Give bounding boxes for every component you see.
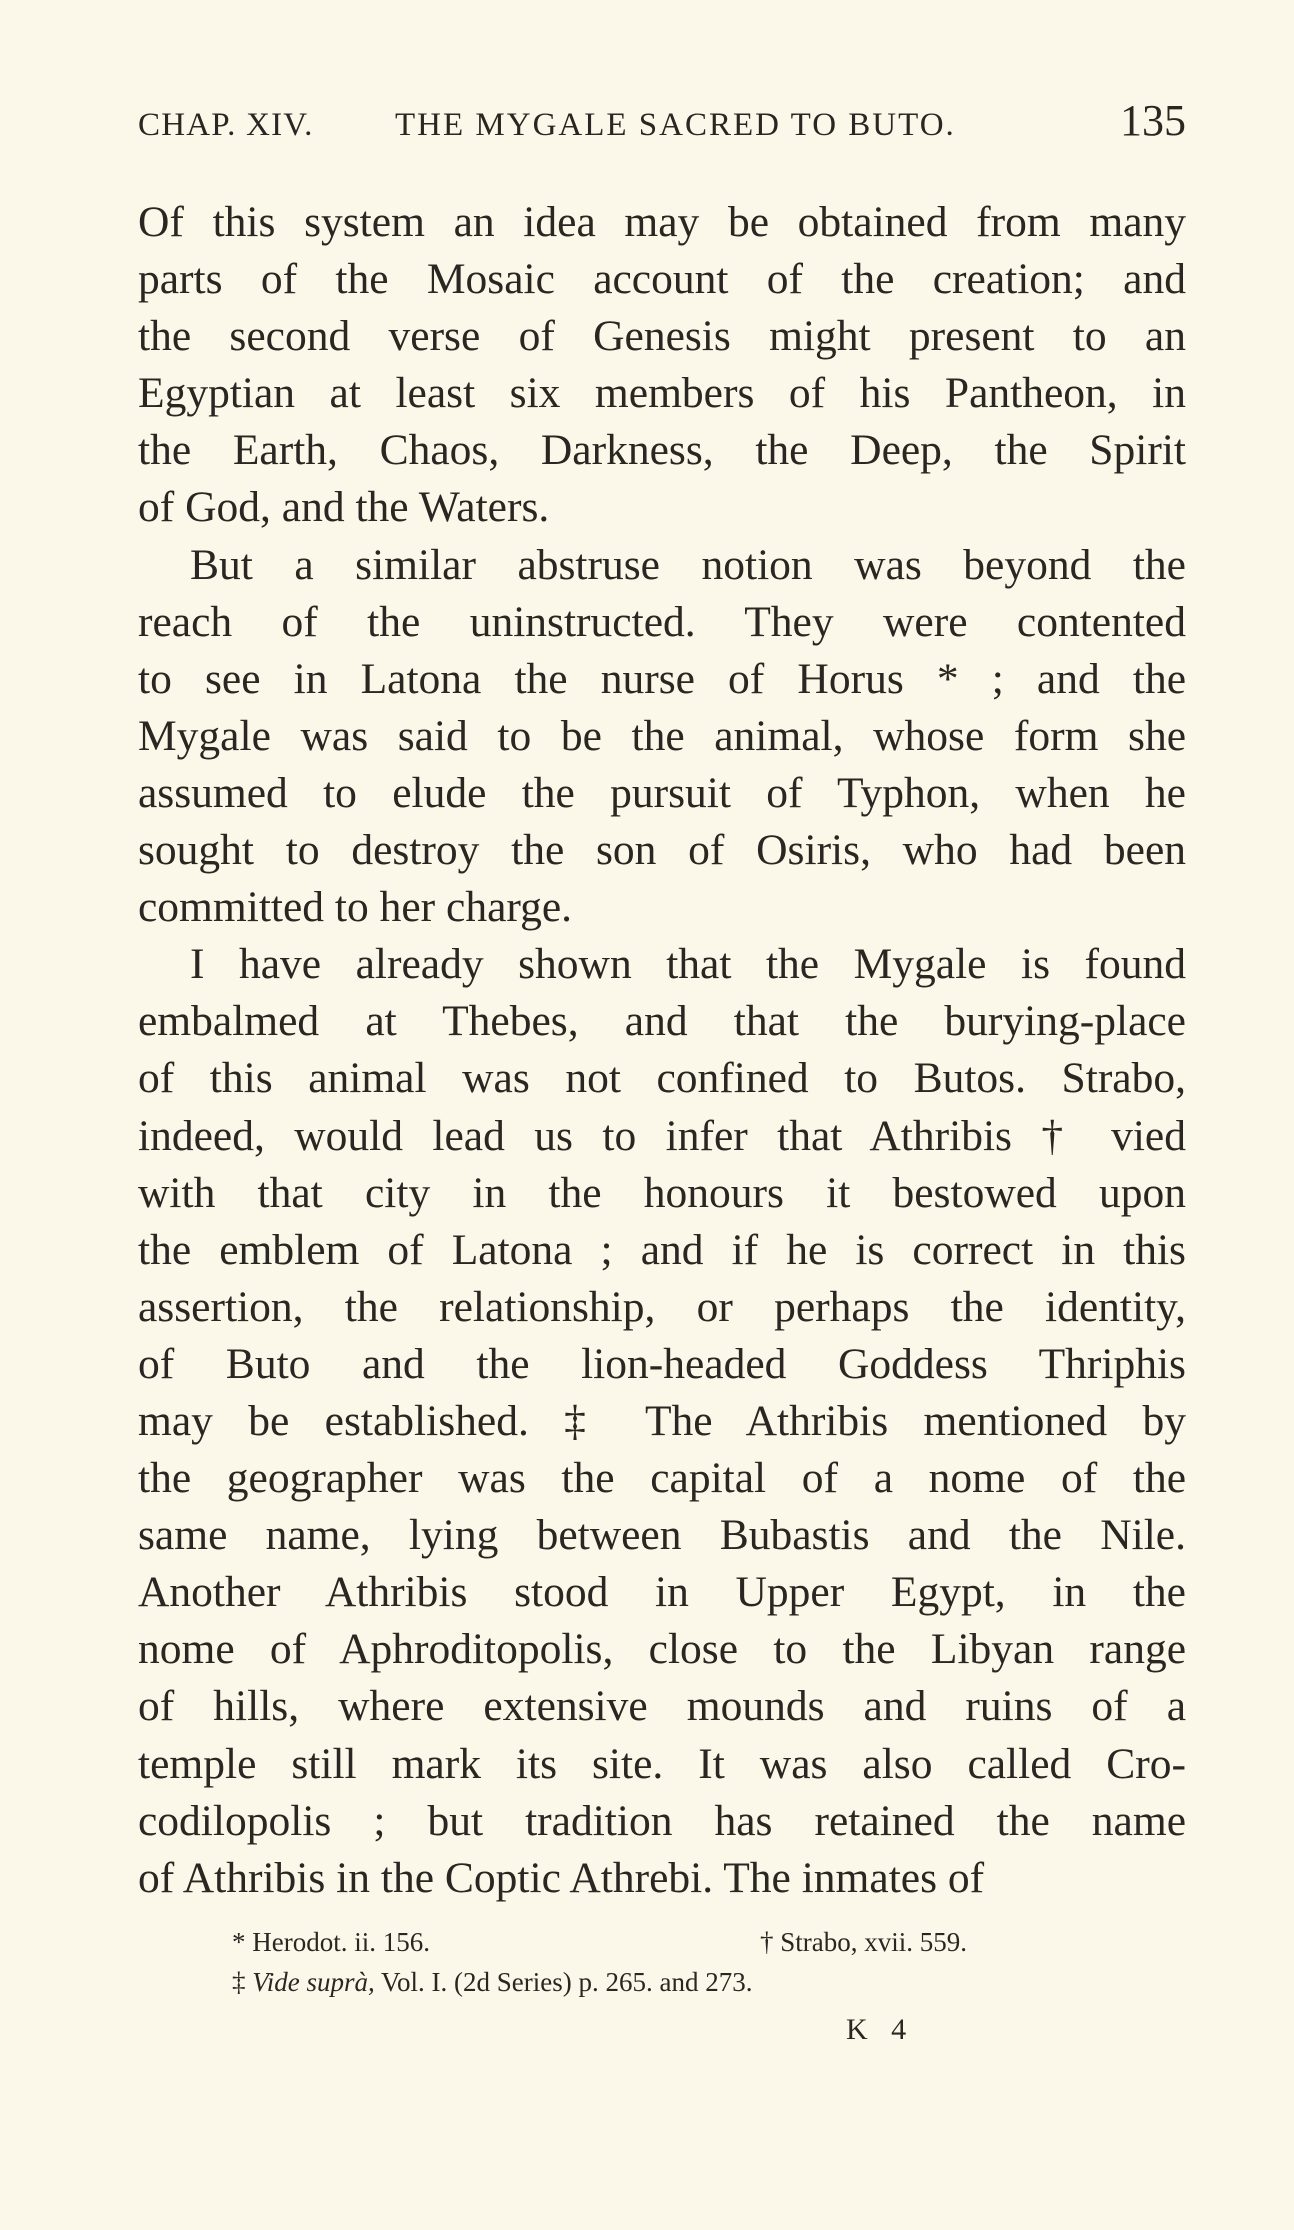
text-line: Another Athribis stood in Upper Egypt, in the xyxy=(138,1568,1186,1617)
footnote-row xyxy=(138,1922,1186,1962)
footnote-reference: Vol. I. (2d Series) p. 265. and 273. xyxy=(381,1967,753,1997)
text-line: embalmed at Thebes, and that the burying-place xyxy=(138,997,1186,1046)
text-line: codilopolis ; but tradition has retained the name xyxy=(138,1796,1186,1845)
text-line: to see in Latona the nurse of Horus * ; and the xyxy=(138,654,1186,703)
text-line: the geographer was the capital of a nome of the xyxy=(138,1454,1186,1503)
book-page xyxy=(138,95,1186,2046)
text-line: same name, lying between Bubastis and the Nile. xyxy=(138,1511,1186,1560)
text-line: assumed to elude the pursuit of Typhon, when he xyxy=(138,768,1186,817)
signature-mark: K 4 xyxy=(846,2013,915,2046)
text-line: But a similar abstruse notion was beyond the xyxy=(190,540,1186,589)
footnote-mark: ‡ xyxy=(232,1967,246,1997)
text-line: parts of the Mosaic account of the creation; and xyxy=(138,255,1186,304)
text-line: reach of the uninstructed. They were contented xyxy=(138,597,1186,646)
footnote-vide-supra xyxy=(232,1962,752,2002)
text-line: the second verse of Genesis might present to an xyxy=(138,312,1186,361)
body-text xyxy=(138,194,1186,1907)
text-line: Mygale was said to be the animal, whose form she xyxy=(138,711,1186,760)
text-line: of Buto and the lion-headed Goddess Thriphis xyxy=(138,1339,1186,1388)
text-line: of hills, where extensive mounds and ruins of a xyxy=(138,1682,1186,1731)
text-line: the emblem of Latona ; and if he is correct in this xyxy=(138,1225,1186,1274)
page-number: 135 xyxy=(1120,96,1186,145)
text-line: sought to destroy the son of Osiris, who had been xyxy=(138,826,1186,875)
running-title: THE MYGALE SACRED TO BUTO. xyxy=(395,107,956,143)
text-line: Egyptian at least six members of his Pantheon, in xyxy=(138,369,1186,418)
text-line: may be established. ‡ The Athribis mentioned by xyxy=(138,1396,1186,1445)
footnote-strabo: † Strabo, xvii. 559. xyxy=(760,1927,967,1957)
text-line: temple still mark its site. It was also called Cro- xyxy=(138,1739,1186,1788)
footnote-italic: Vide suprà, xyxy=(252,1967,375,1997)
text-line: of this animal was not confined to Butos. Strabo, xyxy=(138,1054,1186,1103)
text-line: assertion, the relationship, or perhaps the identity, xyxy=(138,1282,1186,1331)
footnotes xyxy=(138,1922,1186,2002)
text-line: indeed, would lead us to infer that Athribis † vied xyxy=(138,1111,1186,1160)
footnote-herodotus: * Herodot. ii. 156. xyxy=(232,1927,430,1957)
text-line: with that city in the honours it bestowed upon xyxy=(138,1168,1186,1217)
running-head xyxy=(138,95,1186,155)
text-line: of Athribis in the Coptic Athrebi. The inmates of xyxy=(138,1853,985,1902)
footnote-row xyxy=(138,1962,1186,2002)
text-line: committed to her charge. xyxy=(138,883,573,932)
text-line: Of this system an idea may be obtained from many xyxy=(138,198,1186,246)
text-line: the Earth, Chaos, Darkness, the Deep, the Spirit xyxy=(138,426,1186,475)
text-line: I have already shown that the Mygale is found xyxy=(190,940,1186,989)
text-line: nome of Aphroditopolis, close to the Libyan range xyxy=(138,1625,1186,1674)
text-line: of God, and the Waters. xyxy=(138,483,550,532)
chapter-label: CHAP. XIV. xyxy=(138,107,314,143)
